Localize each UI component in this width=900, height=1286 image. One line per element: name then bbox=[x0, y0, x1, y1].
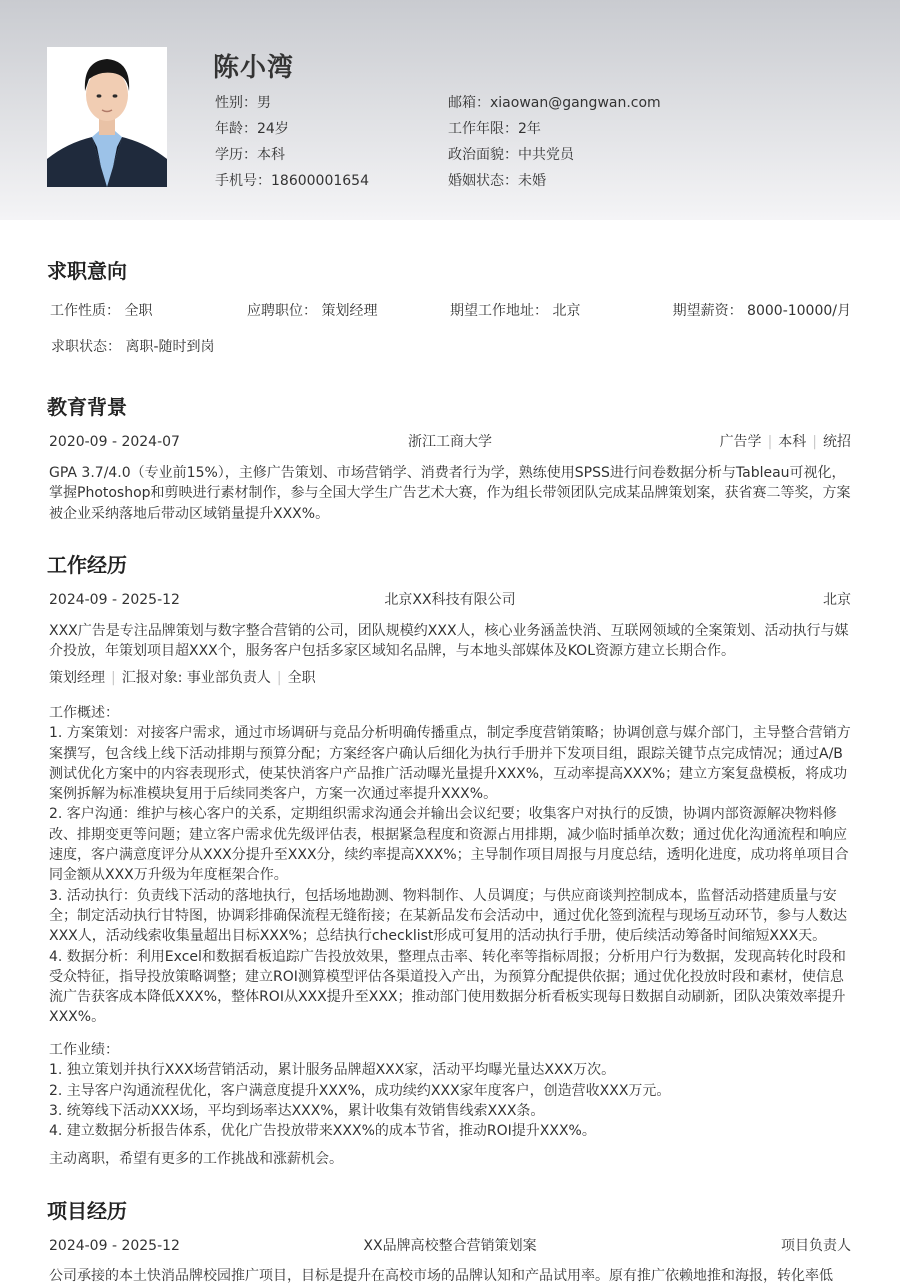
education-degree: 本科 bbox=[778, 434, 807, 450]
intent-salary: 期望薪资： 8000-10000/月 bbox=[672, 303, 851, 319]
education-level: 学历：本科 bbox=[215, 147, 285, 163]
education-description bbox=[49, 463, 853, 524]
separator: | bbox=[111, 670, 116, 686]
education-type: 统招 bbox=[823, 434, 851, 450]
overview-line: 2. 客户沟通：维护与核心客户的关系，定期组织需求沟通会并输出会议纪要；收集客户对执行的反馈，协调内部资源解决物料修 bbox=[49, 806, 837, 823]
education-school: 浙江工商大学 bbox=[408, 434, 492, 450]
education-line: GPA 3.7/4.0（专业前15%），主修广告策划、市场营销学、消费者行为学，熟练使用SPSS进行问卷数据分析与Tableau可视化， bbox=[49, 465, 846, 481]
overview-line: 3. 活动执行：负责线下活动的落地执行，包括场地勘测、物料制作、人员调度；与供应商谈判控制成本，监督活动搭建质量与安 bbox=[49, 887, 837, 904]
separator: | bbox=[276, 670, 282, 686]
project-name: XX品牌高校整合营销策划案 bbox=[363, 1238, 537, 1254]
age: 年龄：24岁 bbox=[215, 121, 289, 137]
overview-line: 1. 方案策划：对接客户需求，通过市场调研与竞品分析明确传播重点，制定季度营销策略；协调创意与媒介部门，主导整合营销方 bbox=[49, 725, 851, 742]
overview-line: 案例拆解为标准模块复用于后续同类客户，方案一次通过率提升XXX%。 bbox=[49, 786, 498, 803]
education-meta bbox=[600, 432, 851, 452]
overview-line: 案撰写，包含线上线下活动排期与预算分配；方案经客户确认后细化为执行手册并下发项目组，跟踪关键节点完成情况；通过A/B bbox=[49, 745, 843, 762]
section-title-education: 教育背景 bbox=[47, 395, 127, 419]
education-line: 掌握Photoshop和剪映进行素材制作，参与全国大学生广告艺术大赛，作为组长带领团队完成某品牌策划案，获省赛二等奖，方案 bbox=[49, 485, 851, 502]
section-title-intent: 求职意向 bbox=[47, 259, 127, 283]
work-company: 北京XX科技有限公司 bbox=[384, 592, 516, 608]
project-date: 2024-09 - 2025-12 bbox=[49, 1238, 180, 1254]
phone: 手机号：18600001654 bbox=[215, 173, 369, 189]
work-role: 策划经理 bbox=[49, 670, 105, 686]
work-intro-line: XXX广告是专注品牌策划与数字整合营销的公司，团队规模约XXX人，核心业务涵盖快消、互联网领域的全案策划、活动执行与媒 bbox=[49, 623, 849, 639]
work-intro-line: 介投放，年策划项目超XXX个，服务客户包括多家区域知名品牌，与本地头部媒体及KOL资源方建立长期合作。 bbox=[49, 643, 736, 660]
work-date: 2024-09 - 2025-12 bbox=[49, 592, 180, 608]
achievement-line: 1. 独立策划并执行XXX场营销活动，累计服务品牌超XXX家，活动平均曝光量达XXX万次。 bbox=[49, 1062, 616, 1079]
intent-status: 求职状态： 离职-随时到岗 bbox=[51, 339, 215, 355]
overview-line: 速度，客户满意度评分从XXX分提升至XXX分，续约率提高XXX%；主导制作项目周报与月度总结，透明化进度，成功将单项目合 bbox=[49, 847, 849, 864]
achievement-line: 3. 统筹线下活动XXX场，平均到场率达XXX%，累计收集有效销售线索XXX条。 bbox=[49, 1102, 545, 1119]
project-role: 项目负责人 bbox=[781, 1238, 851, 1254]
separator: | bbox=[767, 434, 773, 450]
overview-line: XXX%。 bbox=[49, 1009, 106, 1026]
overview-label: 工作概述： bbox=[49, 705, 119, 721]
profile-photo bbox=[47, 47, 167, 187]
gender: 性别：男 bbox=[215, 95, 271, 111]
section-title-project: 项目经历 bbox=[47, 1199, 127, 1223]
achievements-label: 工作业绩： bbox=[49, 1042, 119, 1058]
achievement-line: 2. 主导客户沟通流程优化，客户满意度提升XXX%，成功续约XXX家年度客户，创造营收XXX万元。 bbox=[49, 1082, 671, 1099]
achievement-line: 4. 建立数据分析报告体系，优化广告投放带来XXX%的成本节省，推动ROI提升XXX%。 bbox=[49, 1123, 596, 1140]
candidate-name: 陈小湾 bbox=[213, 53, 295, 83]
overview-line: 全；制定活动执行甘特图，协调彩排确保流程无缝衔接；在某新品发布会活动中，通过优化签到流程与现场互动环节，参与人数达 bbox=[49, 907, 847, 924]
work-achievements bbox=[49, 1040, 853, 1141]
work-city: 北京 bbox=[823, 592, 851, 608]
overview-line: 改、排期变更等问题；建立客户需求优先级评估表，根据紧急程度和资源占用排期，减少临时插单次数；通过优化沟通流程和响应 bbox=[49, 826, 847, 843]
section-title-work: 工作经历 bbox=[47, 553, 127, 577]
overview-line: 同金额从XXX万升级为年度框架合作。 bbox=[49, 867, 288, 884]
overview-line: 受众特征，指导投放策略调整；建立ROI测算模型评估各渠道投入产出，为预算分配提供依据；通过优化投放时段和素材，使信息 bbox=[49, 968, 844, 985]
political-status: 政治面貌：中共党员 bbox=[448, 147, 574, 163]
profile-header bbox=[0, 0, 900, 220]
work-kind: 全职 bbox=[287, 670, 316, 686]
marital-status: 婚姻状态：未婚 bbox=[448, 173, 546, 189]
education-line: 被企业采纳落地后带动区域销量提升XXX%。 bbox=[49, 505, 330, 522]
education-date: 2020-09 - 2024-07 bbox=[49, 434, 180, 450]
overview-line: 4. 数据分析：利用Excel和数据看板追踪广告投放效果，整理点击率、转化率等指标周报；分析用户行为数据，发现高转化时段和 bbox=[49, 948, 846, 965]
separator: | bbox=[812, 434, 817, 450]
intent-location: 期望工作地址： 北京 bbox=[450, 303, 581, 319]
email: 邮箱：xiaowan@gangwan.com bbox=[448, 95, 661, 111]
work-intro bbox=[49, 621, 853, 662]
leave-reason: 主动离职，希望有更多的工作挑战和涨薪机会。 bbox=[49, 1151, 343, 1167]
work-years: 工作年限：2年 bbox=[448, 121, 541, 137]
education-major: 广告学 bbox=[719, 434, 762, 450]
work-meta bbox=[49, 668, 316, 688]
work-report: 汇报对象: 事业部负责人 bbox=[121, 670, 271, 686]
overview-line: XXX人，活动线索收集量超出目标XXX%；总结执行checklist形成可复用的活动执行手册，使后续活动筹备时间缩短XXX天。 bbox=[49, 928, 827, 945]
intent-position: 应聘职位： 策划经理 bbox=[247, 303, 378, 319]
intent-job-type: 工作性质： 全职 bbox=[50, 303, 153, 319]
overview-line: 测试优化方案中的内容表现形式，使某快消客户产品推广活动曝光量提升XXX%，互动率提高XXX%；建立方案复盘模板，将成功 bbox=[49, 765, 848, 782]
overview-line: 流广告获客成本降低XXX%，整体ROI从XXX提升至XXX；推动部门使用数据分析看板实现每日数据自动刷新，团队决策效率提升 bbox=[49, 989, 846, 1006]
project-description-line: 公司承接的本土快消品牌校园推广项目，目标是提升在高校市场的品牌认知和产品试用率。原有推广依赖地推和海报，转化率低 bbox=[49, 1268, 833, 1284]
work-overview bbox=[49, 703, 853, 1028]
